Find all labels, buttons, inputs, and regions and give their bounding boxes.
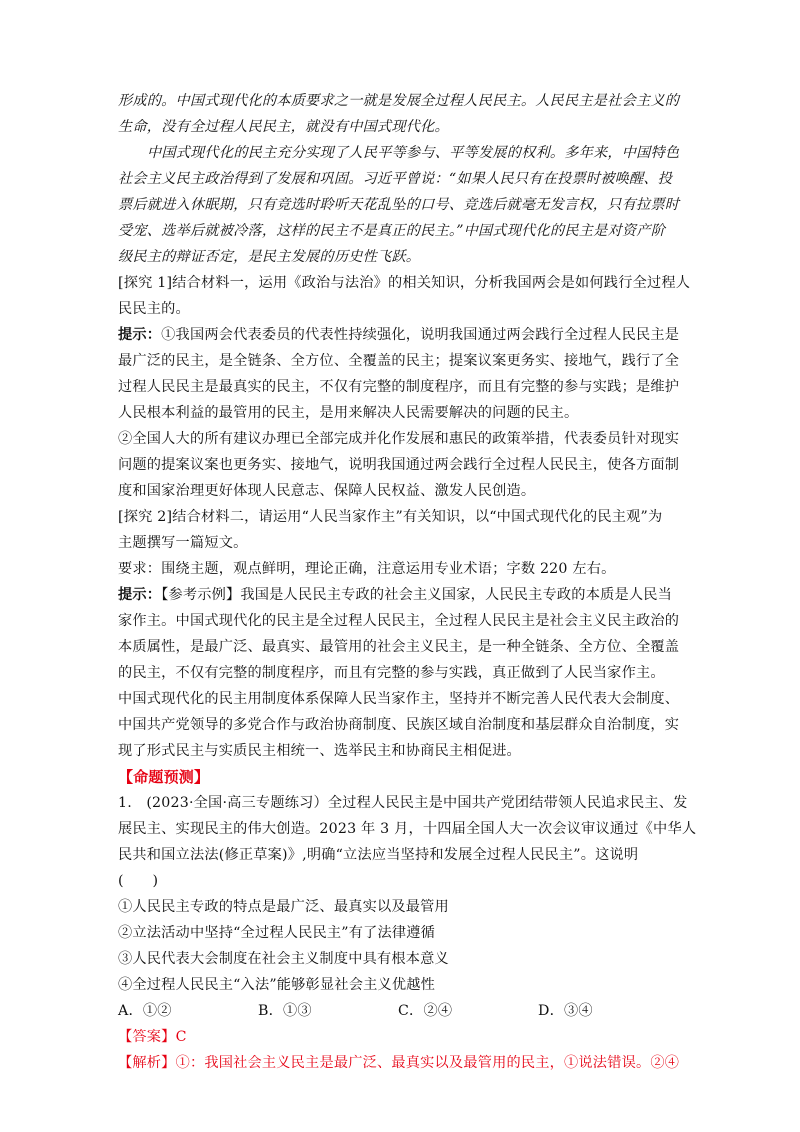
hint-line: 本质属性，是最广泛、最真实、最管用的社会主义民主，是一种全链条、全方位、全覆盖: [118, 639, 680, 655]
material-line: 中国式现代化的民主充分实现了人民平等参与、平等发展的权利。多年来，中国特色: [147, 145, 680, 161]
hint-line: 现了形式民主与实质民主相统一、选举民主和协商民主相促进。: [118, 743, 521, 759]
answer-options: [118, 998, 684, 1024]
analysis-line: [118, 1050, 684, 1076]
material-line: 票后就进入休眠期，只有竞选时聆听天花乱坠的口号、竞选后就毫无发言权，只有拉票时: [118, 197, 680, 213]
hint-line: 过程人民民主是最真实的民主，不仅有完整的制度程序，而且有完整的参与实践；是维护: [118, 379, 680, 395]
document-body: [118, 88, 697, 1076]
hint-line: 中国式现代化的民主用制度体系保障人民当家作主，坚持并不断完善人民代表大会制度、: [118, 691, 680, 707]
hint-line: ②全国人大的所有建议办理已全部完成并化作发展和惠民的政策举措，代表委员针对现实: [118, 431, 680, 447]
question-line: 展民主、实现民主的伟大创造。2023 年 3 月，十四届全国人大一次会议审议通过《中华人: [118, 821, 697, 837]
hint-text: 【参考示例】我国是人民民主专政的社会主义国家，人民民主专政的本质是人民当: [161, 587, 673, 603]
explore-2-hint: [118, 582, 684, 608]
option-c[interactable]: C．②④: [398, 1003, 453, 1019]
material-line: 受宠、选举后就被冷落，这样的民主不是真正的民主。”中国式现代化的民主是对资产阶: [118, 223, 666, 239]
hint-line: 问题的提案议案也更务实、接地气，说明我国通过两会践行全过程人民民主，使各方面制: [118, 457, 680, 473]
explore-1-question: [探究 1]结合材料一，运用《政治与法治》的相关知识，分析我国两会是如何践行全过程人: [118, 275, 691, 291]
answer-label: 【答案】: [118, 1029, 176, 1045]
hint-line: 最广泛的民主，是全链条、全方位、全覆盖的民主；提案议案更务实、接地气，践行了全: [118, 353, 680, 369]
explore-2-question: 主题撰写一篇短文。: [118, 535, 248, 551]
hint-line: 人民根本利益的最管用的民主，是用来解决人民需要解决的问题的民主。: [118, 405, 579, 421]
explore-2-question: [探究 2]结合材料二，请运用“人民当家作主”有关知识，以“中国式现代化的民主观”为: [118, 509, 663, 525]
analysis-label: 【解析】: [118, 1055, 176, 1071]
analysis-text: ①：我国社会主义民主是最广泛、最真实以及最管用的民主，①说法错误。②④: [175, 1055, 680, 1071]
hint-line: 中国共产党领导的多党合作与政治协商制度、民族区域自治制度和基层群众自治制度，实: [118, 717, 680, 733]
section-heading: 【命题预测】: [118, 768, 210, 786]
material-line: 级民主的辩证否定，是民主发展的历史性飞跃。: [118, 249, 421, 265]
question-line: 民共和国立法法(修正草案)》,明确“立法应当坚持和发展全过程人民民主”。这说明: [118, 847, 639, 863]
hint-label: 提示：: [118, 587, 162, 603]
question-blank: ( ): [118, 873, 159, 889]
option-a[interactable]: A．①②: [118, 1003, 172, 1019]
answer-line: [118, 1024, 684, 1050]
hint-line: 的民主，不仅有完整的制度程序，而且有完整的参与实践，真正做到了人民当家作主。: [118, 665, 665, 681]
statement: ③人民代表大会制度在社会主义制度中具有根本意义: [118, 951, 449, 967]
option-d[interactable]: D．③④: [538, 1003, 593, 1019]
option-b[interactable]: B．①③: [258, 1003, 312, 1019]
material-line: 社会主义民主政治得到了发展和巩固。习近平曾说：“如果人民只有在投票时被唤醒、投: [118, 171, 673, 187]
statement: ④全过程人民民主“入法”能够彰显社会主义优越性: [118, 977, 436, 993]
hint-text: ①我国两会代表委员的代表性持续强化，说明我国通过两会践行全过程人民民主是: [161, 327, 680, 343]
hint-line: 家作主。中国式现代化的民主是全过程人民民主，全过程人民民主是社会主义民主政治的: [118, 613, 680, 629]
explore-1-question: 民民主的。: [118, 301, 190, 317]
material-line: 形成的。中国式现代化的本质要求之一就是发展全过程人民民主。人民民主是社会主义的: [118, 93, 680, 109]
hint-line: 度和国家治理更好体现人民意志、保障人民权益、激发人民创造。: [118, 483, 536, 499]
statement: ①人民民主专政的特点是最广泛、最真实以及最管用: [118, 899, 449, 915]
explore-1-hint: [118, 322, 684, 348]
question-line: 1. (2023·全国·高三专题练习）全过程人民民主是中国共产党团结带领人民追求民主、发: [118, 795, 688, 811]
explore-2-requirement: 要求：围绕主题，观点鲜明，理论正确，注意运用专业术语；字数 220 左右。: [118, 561, 616, 577]
hint-label: 提示：: [118, 327, 162, 343]
answer-value: C: [175, 1029, 187, 1045]
material-line: 生命，没有全过程人民民主，就没有中国式现代化。: [118, 119, 449, 135]
statement: ②立法活动中坚持“全过程人民民主”有了法律遵循: [118, 925, 436, 941]
